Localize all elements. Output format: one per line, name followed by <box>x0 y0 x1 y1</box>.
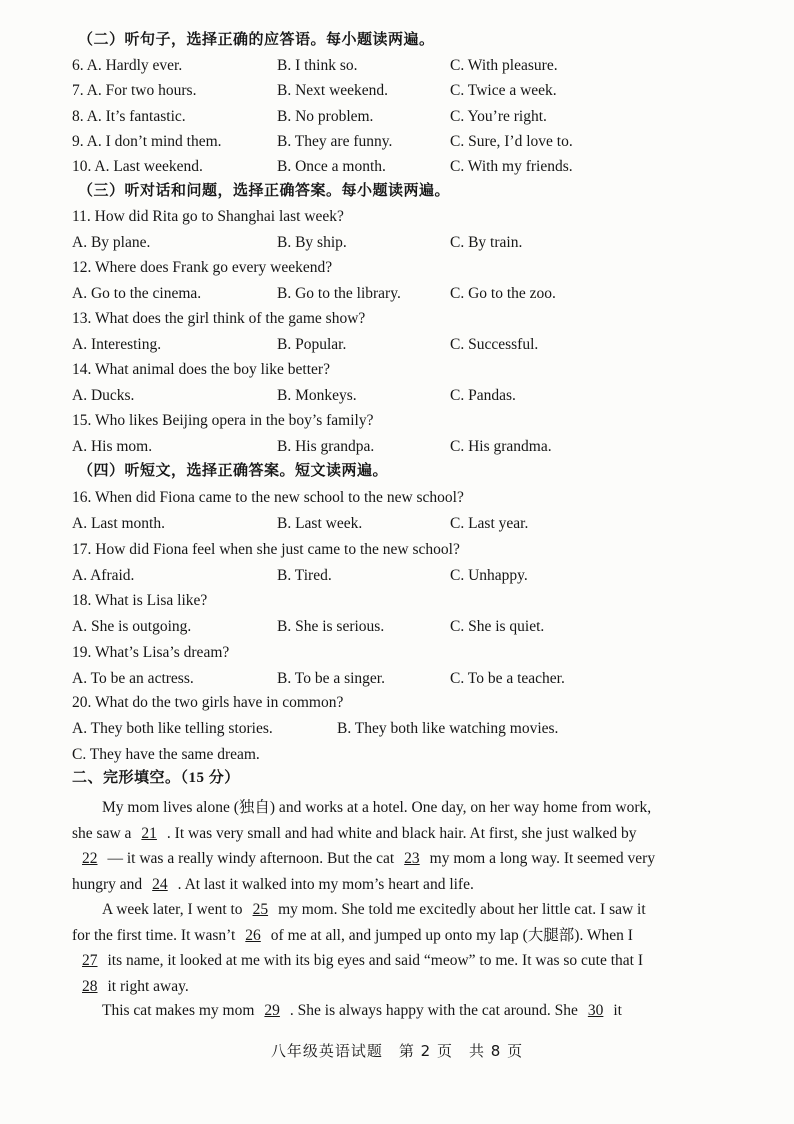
option-row-12 <box>72 281 762 306</box>
question-14: 14. What animal does the boy like better? <box>72 361 330 378</box>
option-a: A. To be an actress. <box>72 669 194 687</box>
option-row-9 <box>72 129 762 154</box>
passage-text: hungry and <box>72 875 143 893</box>
blank-24: 24 <box>152 875 168 893</box>
option-row-11 <box>72 230 762 255</box>
option-b: B. I think so. <box>277 57 358 74</box>
passage-text: she saw a <box>72 824 132 842</box>
option-c: C. Sure, I’d love to. <box>450 132 573 150</box>
option-b: B. She is serious. <box>277 618 385 635</box>
passage-text: my mom a long way. It seemed very <box>429 850 656 867</box>
passage-text: A week later, I went to <box>102 901 243 918</box>
passage-text: This cat makes my mom <box>102 1002 255 1019</box>
passage-text: its name, it looked at me with its big eyes and said “meow” to me. It was so cute that I <box>107 952 643 969</box>
option-row-19 <box>72 666 762 691</box>
blank-26: 26 <box>245 926 261 944</box>
option-a: 10. A. Last weekend. <box>72 158 203 176</box>
option-c: C. Last year. <box>450 515 529 532</box>
option-b: B. Last week. <box>277 515 363 532</box>
option-c: C. His grandma. <box>450 438 552 455</box>
option-a: A. Afraid. <box>72 566 135 584</box>
passage-text: My mom lives alone (独自) and works at a hotel. One day, on her way home from work, <box>102 799 652 816</box>
option-a: A. Ducks. <box>72 387 135 404</box>
part-heading-cloze: 二、完形填空。（15 分） <box>72 770 240 786</box>
option-b: B. Once a month. <box>277 158 386 176</box>
option-row-13 <box>72 332 762 357</box>
option-c: C. She is quiet. <box>450 618 545 635</box>
option-b: B. They both like watching movies. <box>337 720 559 737</box>
option-row-8 <box>72 104 762 129</box>
option-c: C. They have the same dream. <box>72 746 260 763</box>
option-row-15 <box>72 434 762 459</box>
option-row-7 <box>72 78 762 103</box>
option-b: B. Monkeys. <box>277 387 357 404</box>
passage-text: of me at all, and jumped up onto my lap (大腿部). When I <box>270 926 633 944</box>
option-c: C. With my friends. <box>450 158 573 176</box>
paragraph-3-line <box>72 998 792 1023</box>
passage-text: it <box>613 1002 622 1019</box>
option-a: 6. A. Hardly ever. <box>72 57 183 74</box>
question-13: 13. What does the girl think of the game show? <box>72 310 366 327</box>
blank-27: 27 <box>82 952 98 969</box>
question-11: 11. How did Rita go to Shanghai last week? <box>72 208 344 225</box>
option-c: C. Unhappy. <box>450 566 528 584</box>
option-c: C. Successful. <box>450 336 539 353</box>
option-b: B. Go to the library. <box>277 285 401 302</box>
option-a: 7. A. For two hours. <box>72 82 197 100</box>
option-c: C. With pleasure. <box>450 57 558 74</box>
option-row-16 <box>72 511 762 536</box>
paragraph-2-line <box>72 897 792 922</box>
blank-23: 23 <box>404 850 420 867</box>
blank-21: 21 <box>141 824 157 842</box>
blank-25: 25 <box>252 901 269 918</box>
page-footer: 八年级英语试题 第 2 页 共 8 页 <box>270 1042 524 1060</box>
question-20-options <box>72 716 762 741</box>
option-c: C. Twice a week. <box>450 82 557 100</box>
option-b: B. By ship. <box>277 234 347 251</box>
question-18: 18. What is Lisa like? <box>72 592 208 609</box>
option-a: A. They both like telling stories. <box>72 720 273 737</box>
blank-28: 28 <box>82 977 98 995</box>
option-a: A. Go to the cinema. <box>72 285 202 302</box>
option-a: A. Interesting. <box>72 336 162 353</box>
section-heading-2: （二）听句子，选择正确的应答语。每小题读两遍。 <box>78 32 435 48</box>
question-19: 19. What’s Lisa’s dream? <box>72 643 230 661</box>
question-17: 17. How did Fiona feel when she just came to the new school? <box>72 540 460 558</box>
option-c: C. You’re right. <box>450 107 547 125</box>
passage-text: for the first time. It wasn’t <box>72 926 236 944</box>
paragraph-1-line <box>72 872 762 897</box>
paragraph-2-line <box>72 974 762 999</box>
option-c: C. By train. <box>450 234 523 251</box>
option-row-6 <box>72 53 762 78</box>
passage-text: . She is always happy with the cat around. She <box>289 1002 578 1019</box>
paragraph-1-line <box>72 795 792 820</box>
option-row-14 <box>72 383 762 408</box>
passage-text: it right away. <box>107 977 189 995</box>
option-b: B. They are funny. <box>277 132 393 150</box>
option-row-18 <box>72 614 762 639</box>
paragraph-2-line <box>72 948 762 973</box>
option-row-10 <box>72 154 762 179</box>
passage-text: . At last it walked into my mom’s heart and life. <box>177 875 474 893</box>
question-20: 20. What do the two girls have in common? <box>72 694 344 711</box>
passage-text: — it was a really windy afternoon. But the cat <box>107 850 395 867</box>
section-heading-3: （三）听对话和问题，选择正确答案。每小题读两遍。 <box>78 183 451 199</box>
option-a: A. His mom. <box>72 438 153 455</box>
passage-text: my mom. She told me excitedly about her little cat. I saw it <box>278 901 646 918</box>
passage-text: . It was very small and had white and black hair. At first, she just walked by <box>166 824 637 842</box>
option-b: B. No problem. <box>277 107 374 125</box>
blank-30: 30 <box>587 1002 604 1019</box>
paragraph-2-line <box>72 923 762 948</box>
option-a: 9. A. I don’t mind them. <box>72 132 222 150</box>
option-c: C. Go to the zoo. <box>450 285 556 302</box>
option-row-17 <box>72 563 762 588</box>
option-a: A. By plane. <box>72 234 151 251</box>
option-a: A. She is outgoing. <box>72 618 192 635</box>
blank-22: 22 <box>82 850 98 867</box>
option-a: A. Last month. <box>72 515 165 532</box>
section-heading-4: （四）听短文，选择正确答案。短文读两遍。 <box>78 463 389 479</box>
question-15: 15. Who likes Beijing opera in the boy’s family? <box>72 412 374 429</box>
question-12: 12. Where does Frank go every weekend? <box>72 259 333 276</box>
option-b: B. Next weekend. <box>277 82 389 100</box>
paragraph-1-line <box>72 846 762 871</box>
paragraph-1-line <box>72 821 762 846</box>
option-b: B. Tired. <box>277 566 332 584</box>
option-c: C. Pandas. <box>450 387 516 404</box>
option-b: B. His grandpa. <box>277 438 375 455</box>
option-b: B. To be a singer. <box>277 669 385 687</box>
question-16: 16. When did Fiona came to the new school to the new school? <box>72 489 464 506</box>
option-b: B. Popular. <box>277 336 347 353</box>
option-a: 8. A. It’s fantastic. <box>72 107 186 125</box>
option-c: C. To be a teacher. <box>450 669 565 687</box>
blank-29: 29 <box>264 1002 280 1019</box>
